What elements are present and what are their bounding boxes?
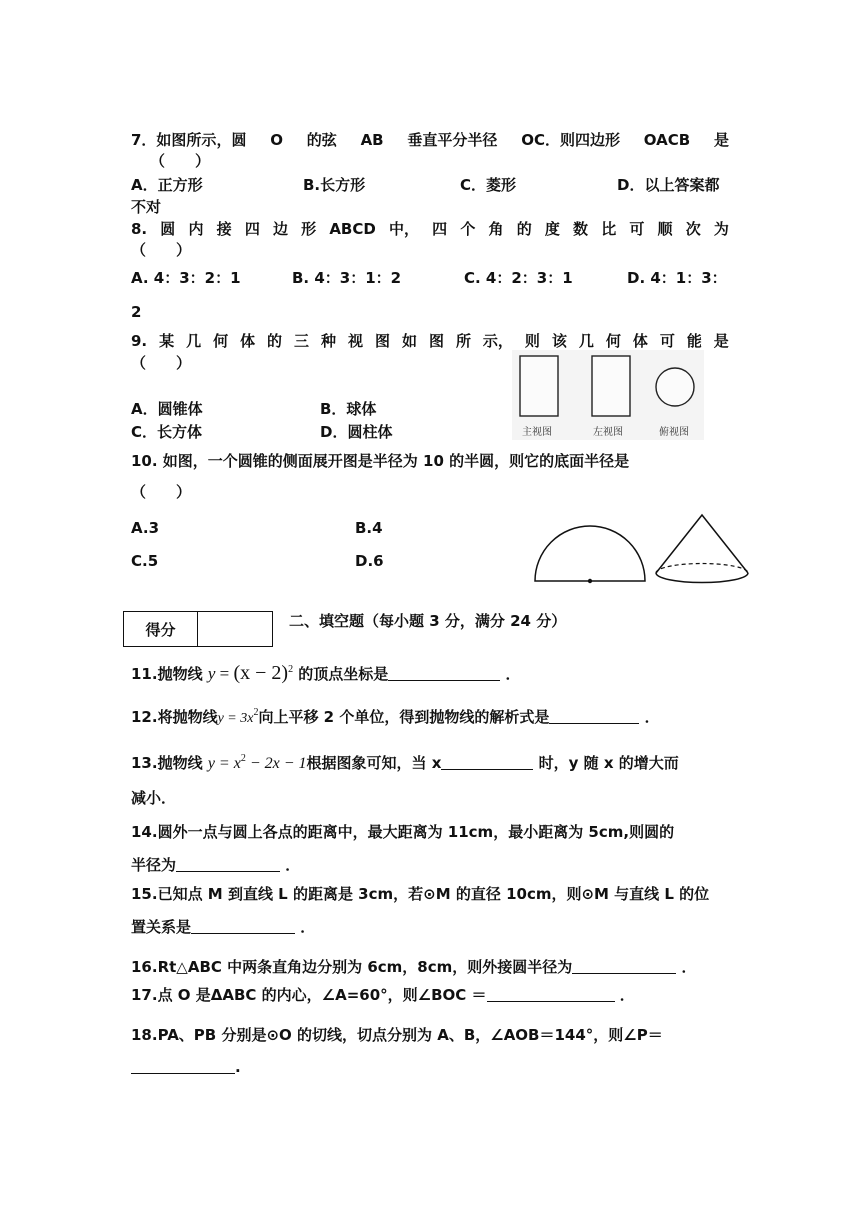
fill-q13-line2: 减小．: [131, 789, 177, 807]
q7-option-a: A．正方形: [131, 176, 203, 194]
section2-title: 二、填空题（每小题 3 分，满分 24 分）: [289, 612, 567, 630]
q11-answer-blank[interactable]: [388, 664, 500, 681]
cone-base-back: [656, 564, 748, 573]
fill-q18-line1: 18.PA、PB 分别是⊙O 的切线，切点分别为 A、B，∠AOB＝144°，则∠P＝: [131, 1026, 663, 1044]
q7-stem: 7．如图所示，圆 O 的弦 AB 垂直平分半径 OC．则四边形 OACB 是: [131, 131, 729, 149]
q7-option-d-cont: 不对: [131, 198, 162, 216]
q18-answer-blank[interactable]: [131, 1057, 235, 1074]
q9-option-d: D．圆柱体: [320, 423, 393, 441]
q13-answer-blank[interactable]: [441, 753, 533, 770]
fill-q15-line1: 15.已知点 M 到直线 L 的距离是 3cm，若⊙M 的直径 10cm，则⊙M 与直线 L 的位: [131, 885, 710, 903]
front-view-label: 主视图: [522, 427, 552, 438]
side-view-rect: [592, 356, 630, 416]
q7-option-c: C．菱形: [460, 176, 517, 194]
side-view-label: 左视图: [593, 427, 623, 438]
front-view-rect: [520, 356, 558, 416]
q8-option-b: B. 4：3：1：2: [292, 269, 402, 287]
q10-option-d: D.6: [355, 552, 384, 570]
q8-paren: （ ）: [131, 241, 192, 259]
q9-option-c: C．长方体: [131, 423, 203, 441]
q11-formula: $y = (x - 2)^2$: [207, 662, 294, 684]
q8-option-a: A. 4：3：2：1: [131, 269, 241, 287]
q13-formula: $y = x^2 - 2x - 1$: [207, 753, 307, 772]
score-label: 得分: [124, 612, 198, 646]
fill-q16: 16.Rt△ABC 中两条直角边分别为 6cm，8cm，则外接圆半径为 ．: [131, 958, 697, 976]
q8-option-c: C. 4：2：3：1: [464, 269, 573, 287]
q9-paren: （ ）: [131, 354, 192, 372]
q14-answer-blank[interactable]: [176, 855, 280, 872]
q10-option-c: C.5: [131, 552, 159, 570]
q10-stem: 10. 如图，一个圆锥的侧面展开图是半径为 10 的半圆，则它的底面半径是: [131, 452, 630, 470]
q12-formula: $y = 3x^2$: [217, 707, 259, 726]
cone-sides: [656, 515, 748, 573]
fill-q13: 13.抛物线 $y = x^2 - 2x - 1$根据图象可知，当 x 时，y 随 x 的增大而: [131, 753, 679, 772]
q9-option-a: A．圆锥体: [131, 400, 203, 418]
q8-option-d-cont: 2: [131, 303, 142, 321]
q7-option-b: B.长方形: [303, 176, 366, 194]
q8-option-d: D. 4：1：3：: [627, 269, 727, 287]
q15-answer-blank[interactable]: [191, 917, 295, 934]
q10-option-a: A.3: [131, 519, 160, 537]
q9-stem: 9. 某 几 何 体 的 三 种 视 图 如 图 所 示， 则 该 几 何 体 可 能 是: [131, 332, 729, 350]
q9-option-b: B．球体: [320, 400, 377, 418]
fill-q12: 12.将抛物线$y = 3x^2$向上平移 2 个单位，得到抛物线的解析式是 ．: [131, 707, 660, 726]
three-views-figure: [512, 350, 704, 440]
fill-q15-line2: 置关系是 ．: [131, 918, 316, 936]
q10-paren: （ ）: [131, 483, 192, 501]
q7-option-d: D．以上答案都: [617, 176, 720, 194]
q10-option-b: B.4: [355, 519, 383, 537]
q16-answer-blank[interactable]: [572, 957, 676, 974]
fill-q17: 17.点 O 是ΔABC 的内心，∠A=60°，则∠BOC ＝ ．: [131, 986, 635, 1004]
score-value-cell[interactable]: [198, 612, 272, 646]
cone-net-figure: [525, 510, 760, 590]
fill-q18-line2: .: [131, 1057, 241, 1077]
fill-q14-line1: 14.圆外一点与圆上各点的距离中，最大距离为 11cm，最小距离为 5cm,则圆的: [131, 823, 675, 841]
q7-paren: （ ）: [150, 152, 211, 170]
cone-base-front: [656, 573, 748, 582]
q8-stem: 8. 圆 内 接 四 边 形 ABCD 中， 四 个 角 的 度 数 比 可 顺 次 为: [131, 220, 729, 238]
q17-answer-blank[interactable]: [487, 985, 615, 1002]
top-view-label: 俯视图: [659, 427, 689, 438]
score-box: [123, 611, 273, 647]
q12-answer-blank[interactable]: [549, 707, 639, 724]
fill-q14-line2: 半径为 ．: [131, 856, 301, 874]
semicircle-shape: [535, 526, 645, 581]
semicircle-center-dot: [588, 579, 592, 583]
fill-q11: 11.抛物线 $y = (x - 2)^2$ 的顶点坐标是 ．: [131, 662, 521, 684]
top-view-circle: [656, 368, 694, 406]
